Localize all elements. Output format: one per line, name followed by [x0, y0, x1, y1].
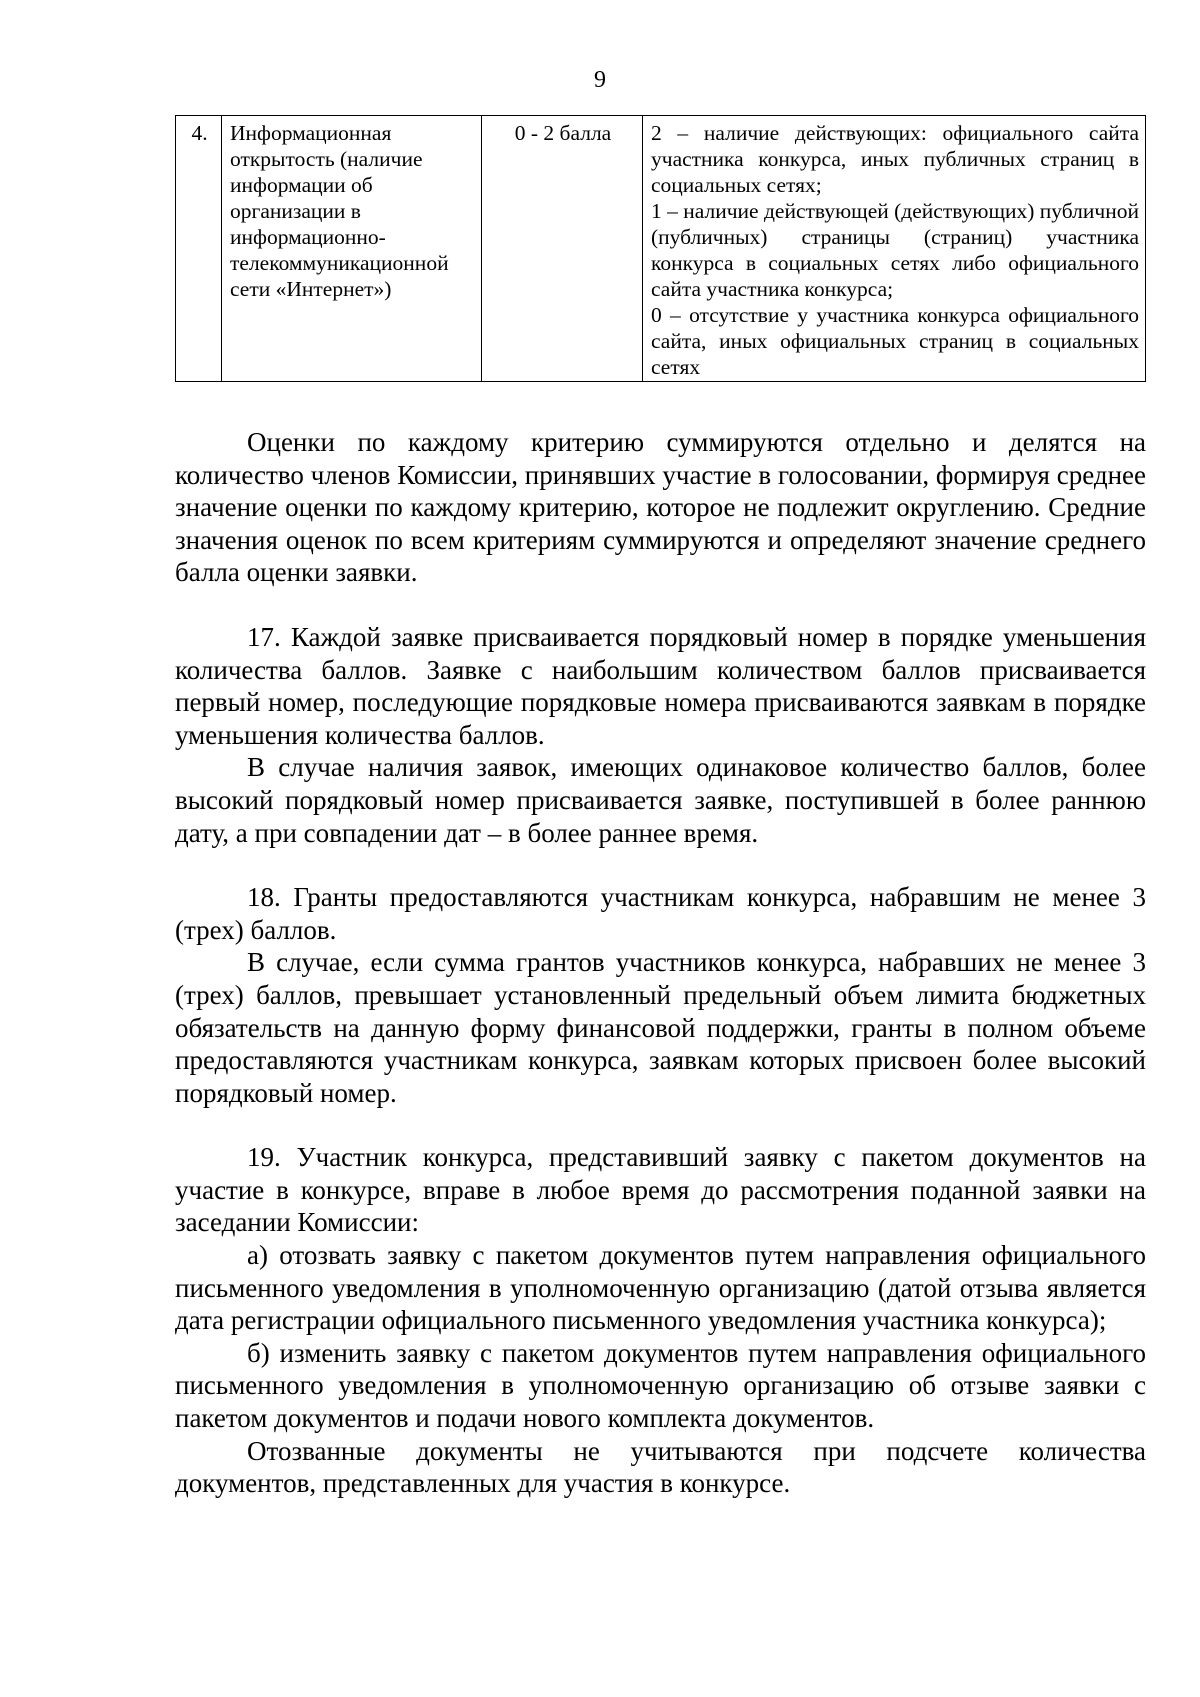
paragraph-19-a: а) отозвать заявку с пакетом документов путем направления официального письменного уведомления в уполномоченную организацию (датой отзыва является дата регистрации официального письменного уведомления участника конкурса);	[175, 1240, 1146, 1336]
document-body	[175, 426, 1146, 1500]
criterion-points: 0 - 2 балла	[482, 116, 643, 382]
criteria-table	[175, 115, 1146, 382]
description-item: 2 – наличие действующих: официального сайта участника конкурса, иных публичных страниц в социальных сетях;	[651, 121, 1139, 197]
paragraph-18-limit: В случае, если сумма грантов участников конкурса, набравших не менее 3 (трех) баллов, превышает установленный предельный объем лимита бюджетных обязательств на данную форму финансовой поддержки, гранты в полном объеме предоставляются участникам конкурса, заявкам которых присвоен более высокий порядковый номер.	[175, 947, 1146, 1108]
criterion-description	[643, 116, 1146, 382]
paragraph-scoring: Оценки по каждому критерию суммируются отдельно и делятся на количество членов Комиссии, принявших участие в голосовании, формируя среднее значение оценки по каждому критерию, которое не подлежит округлению. Средние значения оценок по всем критериям суммируются и определяют значение среднего балла оценки заявки.	[175, 427, 1146, 588]
table-row	[176, 116, 1146, 382]
criterion-name: Информационная открытость (наличие информации об организации в информационно-телекоммуникационной сети «Интернет»)	[222, 116, 482, 382]
description-item: 1 – наличие действующей (действующих) публичной (публичных) страницы (страниц) участника конкурса в социальных сетях либо официального сайта участника конкурса;	[651, 199, 1139, 301]
description-item: 0 – отсутствие у участника конкурса официального сайта, иных официальных страниц в социальных сетях	[651, 303, 1139, 379]
page-number: 9	[594, 67, 606, 93]
paragraph-17-equal-points: В случае наличия заявок, имеющих одинаковое количество баллов, более высокий порядковый номер присваивается заявке, поступившей в более раннюю дату, а при совпадении дат – в более раннее время.	[175, 752, 1146, 848]
paragraph-17: 17. Каждой заявке присваивается порядковый номер в порядке уменьшения количества баллов. Заявке с наибольшим количеством баллов присваивается первый номер, последующие порядковые номера присваиваются заявкам в порядке уменьшения количества баллов.	[175, 621, 1146, 750]
paragraph-withdrawn: Отозванные документы не учитываются при подсчете количества документов, представленных для участия в конкурсе.	[175, 1435, 1146, 1499]
paragraph-19: 19. Участник конкурса, представивший заявку с пакетом документов на участие в конкурсе, вправе в любое время до рассмотрения поданной заявки на заседании Комиссии:	[175, 1142, 1146, 1238]
row-number: 4.	[176, 116, 222, 382]
paragraph-18: 18. Гранты предоставляются участникам конкурса, набравшим не менее 3 (трех) баллов.	[175, 882, 1146, 945]
paragraph-19-b: б) изменить заявку с пакетом документов путем направления официального письменного уведомления в уполномоченную организацию об отзыве заявки с пакетом документов и подачи нового комплекта документов.	[175, 1337, 1146, 1434]
